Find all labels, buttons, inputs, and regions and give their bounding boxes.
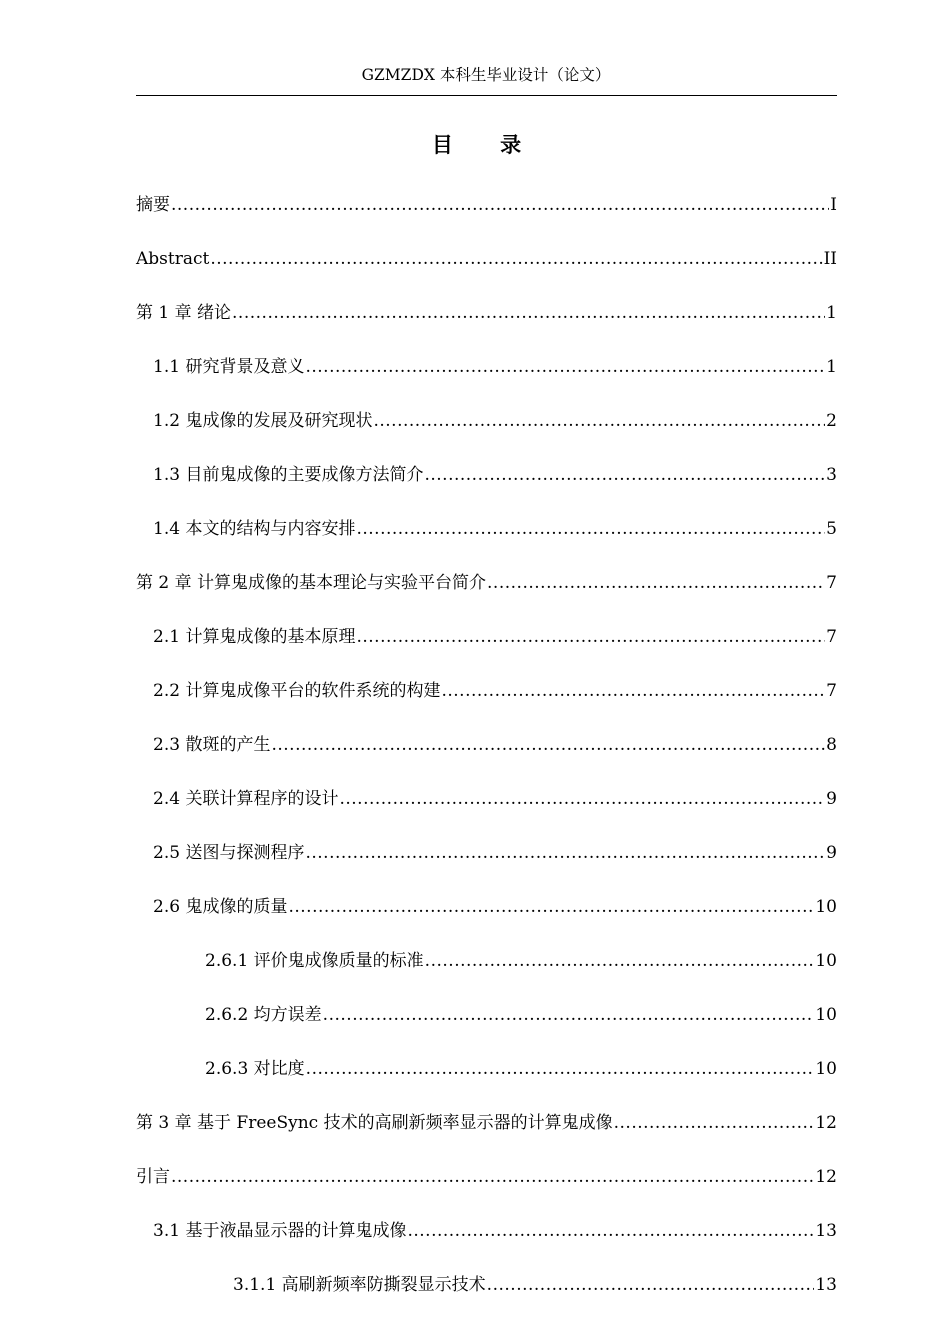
dot-leader xyxy=(487,568,825,598)
toc-entry-page: 10 xyxy=(815,951,837,971)
dot-leader xyxy=(210,244,822,274)
toc-entry-label: 2.1 计算鬼成像的基本原理 xyxy=(153,627,356,647)
toc-entry-label: 3.1.1 高刷新频率防撕裂显示技术 xyxy=(233,1275,486,1295)
toc-entry-label: 第 2 章 计算鬼成像的基本理论与实验平台简介 xyxy=(136,573,487,593)
dot-leader xyxy=(339,784,825,814)
toc-entry[interactable] xyxy=(136,1162,837,1216)
header-rule xyxy=(136,95,837,96)
toc-entry[interactable] xyxy=(136,352,837,406)
toc-entry-label: 3.1 基于液晶显示器的计算鬼成像 xyxy=(153,1221,407,1241)
toc-entry[interactable] xyxy=(136,568,837,622)
toc-entry[interactable] xyxy=(136,1000,837,1054)
toc-entry-label: 第 1 章 绪论 xyxy=(136,303,232,323)
toc-entry-label: 2.6.3 对比度 xyxy=(205,1059,305,1079)
toc-entry[interactable] xyxy=(136,838,837,892)
toc-entry-page: 8 xyxy=(826,735,837,755)
toc-entry-page: 7 xyxy=(826,681,837,701)
toc-entry[interactable] xyxy=(136,892,837,946)
toc-entry-label: 引言 xyxy=(136,1167,170,1187)
toc-entry-page: 10 xyxy=(815,1059,837,1079)
toc-entry-page: I xyxy=(830,195,837,215)
dot-leader xyxy=(305,838,825,868)
toc-entry-label: 1.3 目前鬼成像的主要成像方法简介 xyxy=(153,465,424,485)
dot-leader xyxy=(441,676,825,706)
toc-entry-label: 第 3 章 基于 FreeSync 技术的高刷新频率显示器的计算鬼成像 xyxy=(136,1113,613,1133)
toc-entry-label: 摘要 xyxy=(136,195,170,215)
toc-entry-page: 7 xyxy=(826,627,837,647)
toc-entry-page: 12 xyxy=(815,1113,837,1133)
toc-entry-page: 3 xyxy=(826,465,837,485)
toc-entry[interactable] xyxy=(136,514,837,568)
toc-entry-page: 5 xyxy=(826,519,837,539)
dot-leader xyxy=(271,730,825,760)
toc-entry[interactable] xyxy=(136,190,837,244)
toc-entry-page: II xyxy=(823,249,837,269)
dot-leader xyxy=(424,460,825,490)
dot-leader xyxy=(171,1162,814,1192)
toc-entry-page: 12 xyxy=(815,1167,837,1187)
toc-entry-page: 10 xyxy=(815,897,837,917)
toc-entry[interactable] xyxy=(136,244,837,298)
dot-leader xyxy=(373,406,825,436)
dot-leader xyxy=(425,946,815,976)
toc-entry[interactable] xyxy=(136,622,837,676)
dot-leader xyxy=(614,1108,815,1138)
toc-entry[interactable] xyxy=(136,406,837,460)
toc-entry[interactable] xyxy=(136,1054,837,1108)
toc-entry-page: 13 xyxy=(815,1221,837,1241)
toc-entry-label: 2.4 关联计算程序的设计 xyxy=(153,789,339,809)
dot-leader xyxy=(306,1054,815,1084)
toc-entry-label: 2.6.1 评价鬼成像质量的标准 xyxy=(205,951,424,971)
toc-entry-label: 2.2 计算鬼成像平台的软件系统的构建 xyxy=(153,681,441,701)
toc-entry-label: 1.1 研究背景及意义 xyxy=(153,357,305,377)
dot-leader xyxy=(356,622,825,652)
toc-title: 目 录 xyxy=(431,133,542,157)
dot-leader xyxy=(323,1000,815,1030)
toc-entry-label: Abstract xyxy=(136,249,210,269)
toc-entry-label: 2.6 鬼成像的质量 xyxy=(153,897,288,917)
dot-leader xyxy=(305,352,825,382)
toc-entry[interactable] xyxy=(136,676,837,730)
toc-entry-page: 7 xyxy=(826,573,837,593)
toc-entry-page: 9 xyxy=(826,843,837,863)
toc-entry-page: 1 xyxy=(826,357,837,377)
toc-entry[interactable] xyxy=(136,460,837,514)
toc-entry[interactable] xyxy=(136,298,837,352)
dot-leader xyxy=(171,190,829,220)
toc-entry-label: 2.3 散斑的产生 xyxy=(153,735,271,755)
toc-entry-label: 2.6.2 均方误差 xyxy=(205,1005,322,1025)
toc-entry-page: 10 xyxy=(815,1005,837,1025)
dot-leader xyxy=(407,1216,814,1246)
toc-entry-label: 1.2 鬼成像的发展及研究现状 xyxy=(153,411,373,431)
toc-entry[interactable] xyxy=(136,784,837,838)
toc-entry-label: 1.4 本文的结构与内容安排 xyxy=(153,519,356,539)
dot-leader xyxy=(487,1270,815,1300)
toc-entry-page: 13 xyxy=(815,1275,837,1295)
toc-entry-label: 2.5 送图与探测程序 xyxy=(153,843,305,863)
toc-entry[interactable] xyxy=(136,1108,837,1162)
page-header: GZMZDX 本科生毕业设计（论文） xyxy=(361,66,611,84)
table-of-contents xyxy=(136,190,837,1324)
toc-entry[interactable] xyxy=(136,946,837,1000)
toc-entry[interactable] xyxy=(136,730,837,784)
dot-leader xyxy=(232,298,825,328)
toc-entry-page: 2 xyxy=(826,411,837,431)
toc-entry[interactable] xyxy=(136,1216,837,1270)
dot-leader xyxy=(356,514,825,544)
toc-entry[interactable] xyxy=(136,1270,837,1324)
toc-entry-page: 1 xyxy=(826,303,837,323)
dot-leader xyxy=(288,892,814,922)
toc-entry-page: 9 xyxy=(826,789,837,809)
